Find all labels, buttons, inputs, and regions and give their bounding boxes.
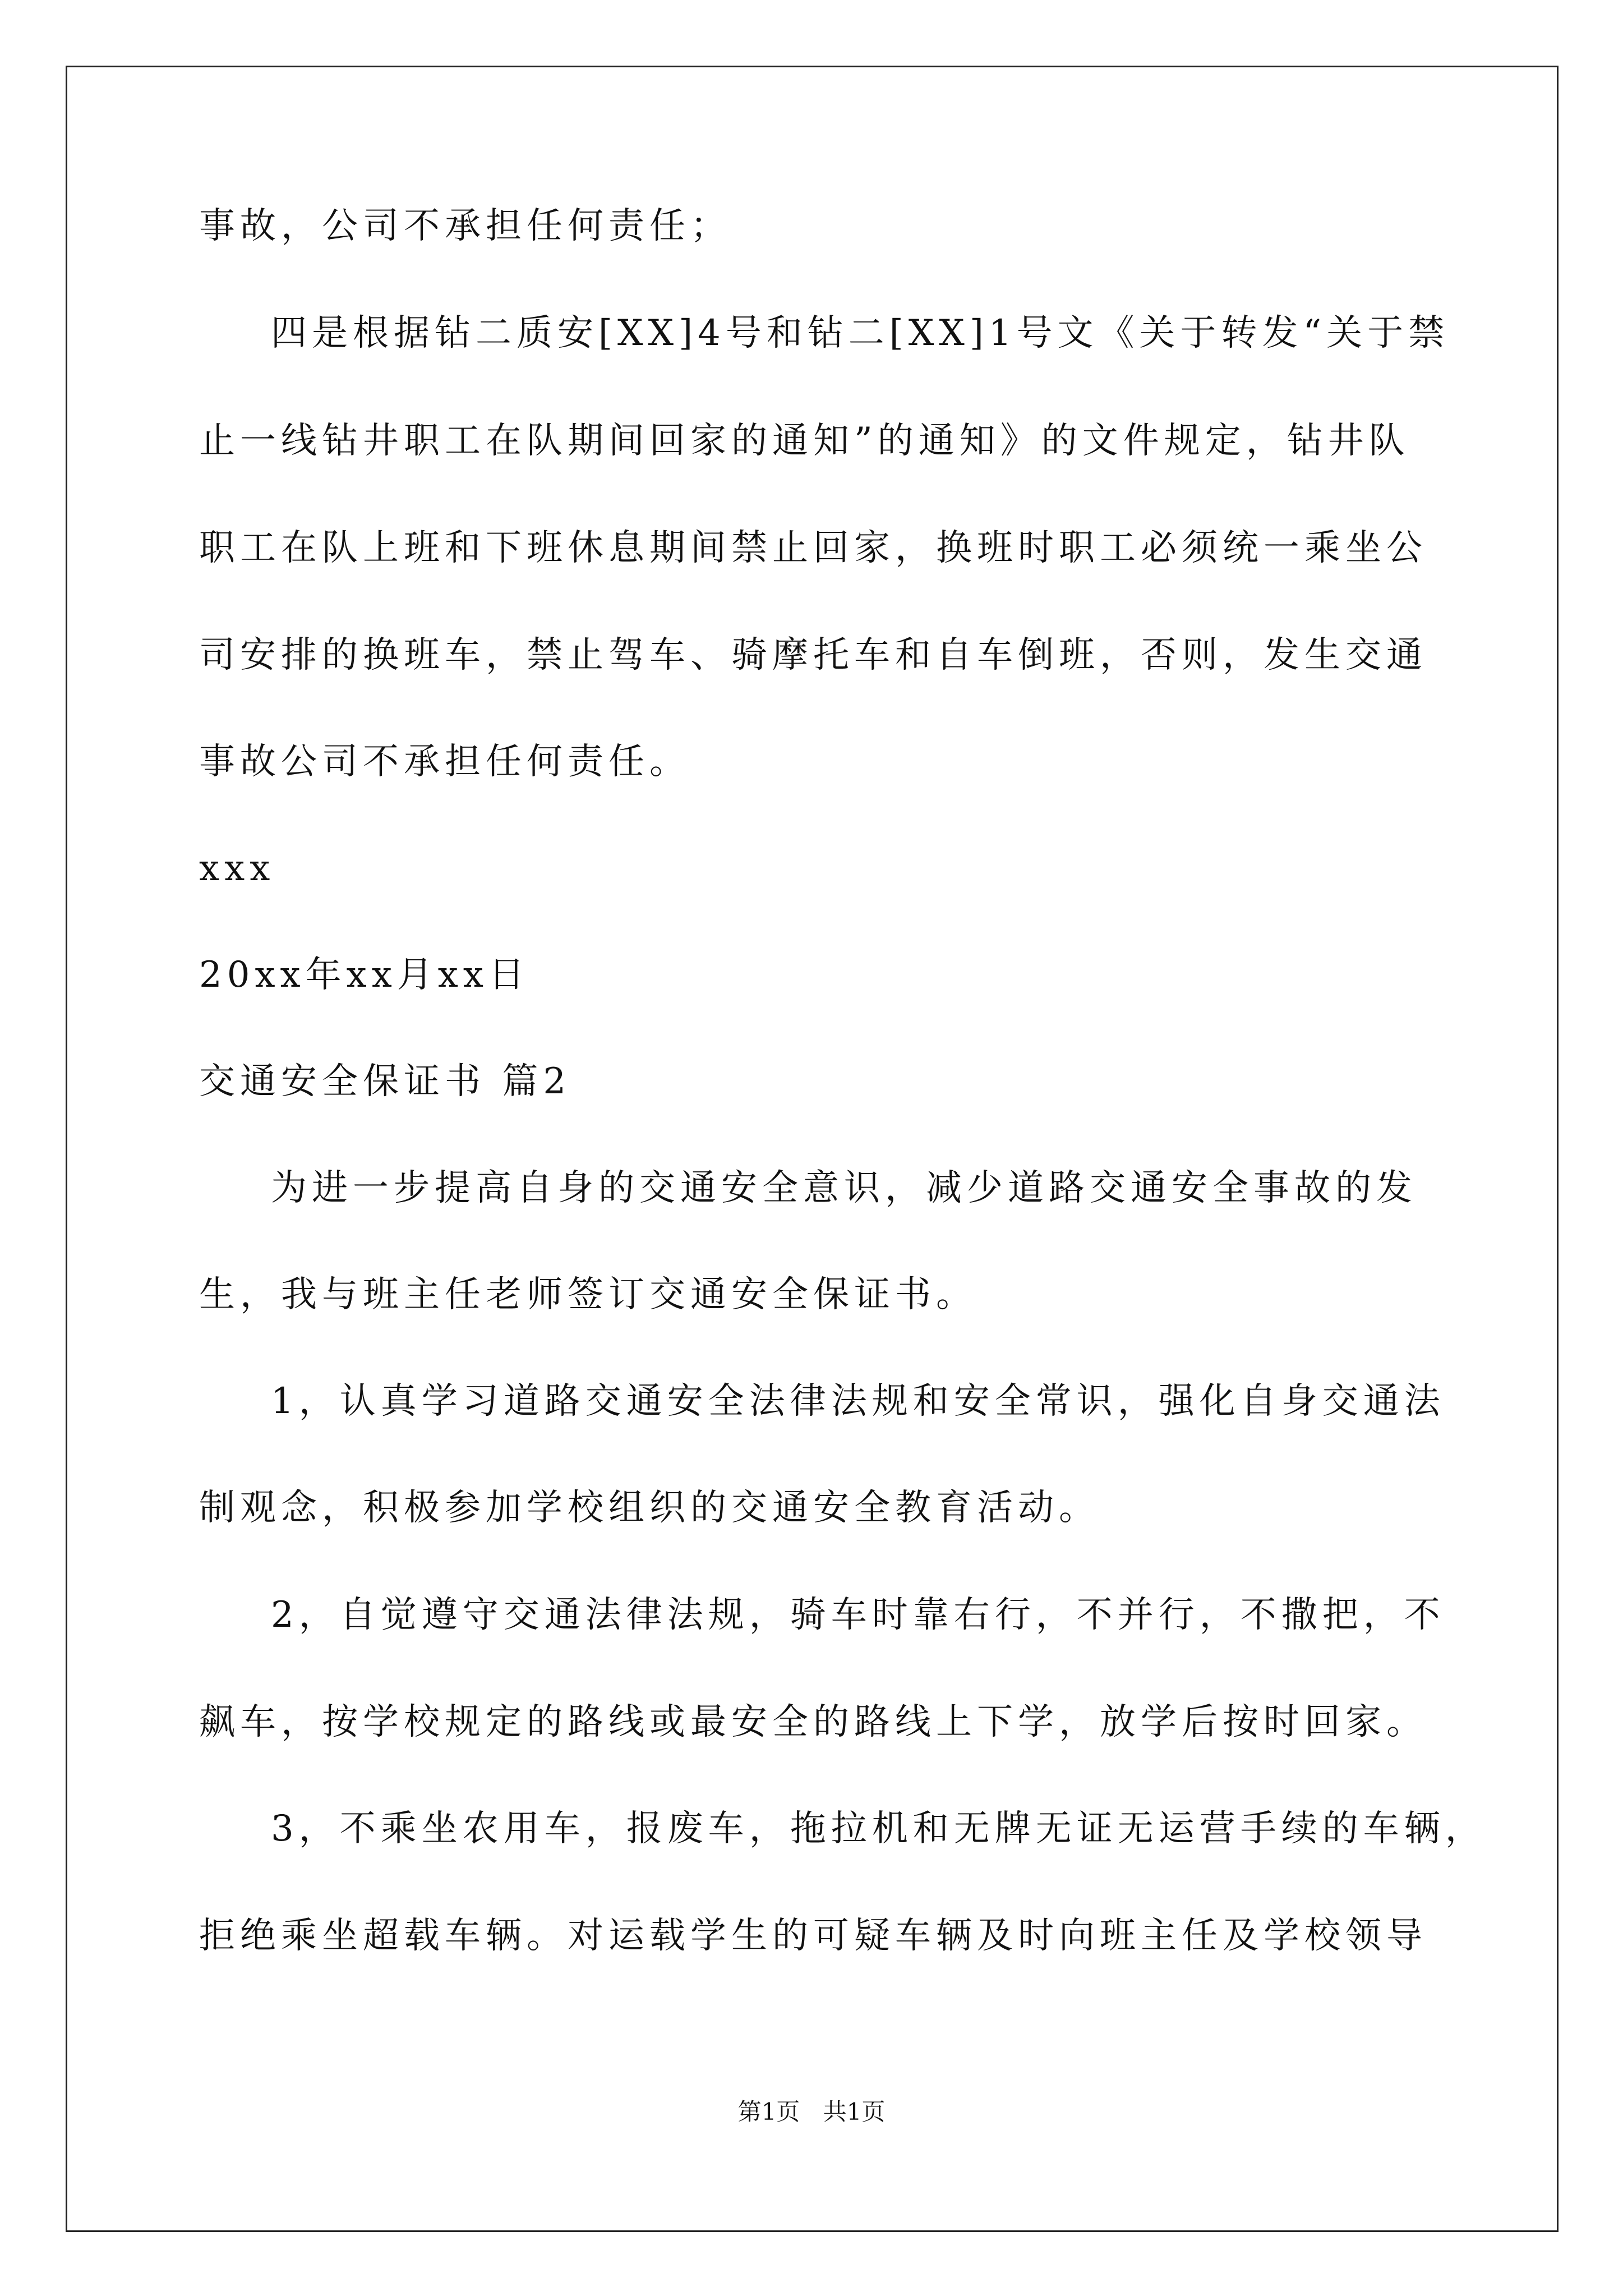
text-line: 职工在队上班和下班休息期间禁止回家，换班时职工必须统一乘坐公 xyxy=(199,527,1427,569)
text-line: 飙车，按学校规定的路线或最安全的路线上下学，放学后按时回家。 xyxy=(199,1701,1427,1743)
page-number-current: 第1页 xyxy=(737,2098,800,2125)
text-line: 四是根据钻二质安[XX]4号和钻二[XX]1号文《关于转发“关于禁 xyxy=(271,312,1450,354)
section-heading: 交通安全保证书 篇2 xyxy=(199,1061,571,1102)
text-line: 司安排的换班车，禁止驾车、骑摩托车和自车倒班，否则，发生交通 xyxy=(199,634,1427,676)
text-line: 为进一步提高自身的交通安全意识，减少道路交通安全事故的发 xyxy=(271,1167,1417,1209)
text-line: 事故，公司不承担任何责任； xyxy=(199,205,731,247)
text-line: 生，我与班主任老师签订交通安全保证书。 xyxy=(199,1274,977,1315)
signature-date: 20xx年xx月xx日 xyxy=(199,954,529,996)
text-line: 止一线钻井职工在队期间回家的通知”的通知》的文件规定，钻井队 xyxy=(199,420,1410,462)
text-line: 拒绝乘坐超载车辆。对运载学生的可疑车辆及时向班主任及学校领导 xyxy=(199,1915,1427,1957)
page-border xyxy=(66,66,1559,2232)
page-footer xyxy=(0,2095,1623,2129)
text-line: 2，自觉遵守交通法律法规，骑车时靠右行，不并行，不撒把，不 xyxy=(271,1594,1445,1636)
page-number-total: 共1页 xyxy=(823,2098,886,2125)
text-line: 1，认真学习道路交通安全法律法规和安全常识，强化自身交通法 xyxy=(271,1381,1445,1422)
text-line: 3，不乘坐农用车，报废车，拖拉机和无牌无证无运营手续的车辆， xyxy=(271,1808,1486,1849)
signature-name: xxx xyxy=(199,848,275,889)
text-line: 制观念，积极参加学校组织的交通安全教育活动。 xyxy=(199,1487,1100,1529)
text-line: 事故公司不承担任何责任。 xyxy=(199,741,690,783)
